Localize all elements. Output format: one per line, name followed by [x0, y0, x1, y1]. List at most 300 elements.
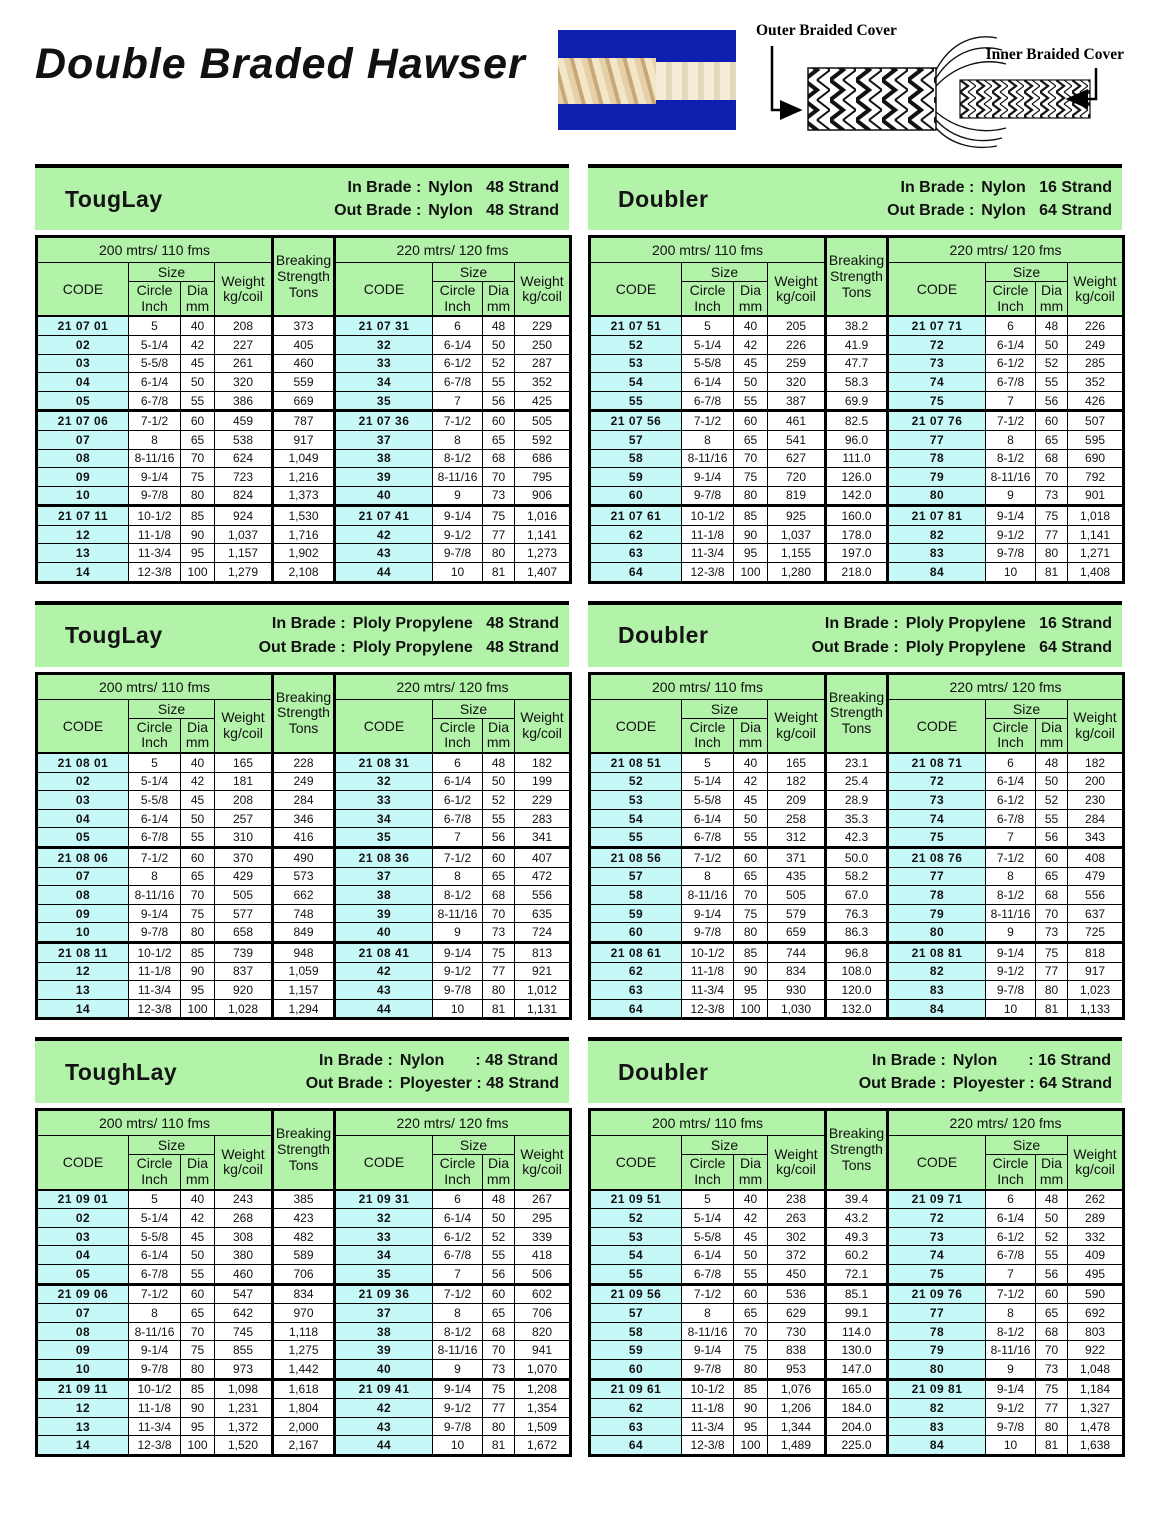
cell-breaking-strength: 39.4 — [826, 1190, 888, 1209]
col-header-circle-inch-left — [682, 718, 734, 753]
table-row — [590, 828, 1124, 848]
table-row — [590, 391, 1124, 411]
table-row — [37, 468, 571, 487]
cell-dia-mm-right: 60 — [1036, 1284, 1068, 1304]
cell-weight-left: 547 — [215, 1284, 273, 1304]
breaking-line: Strength — [830, 267, 883, 284]
table-row — [37, 1227, 571, 1246]
dia-line: mm — [185, 1170, 210, 1187]
table-row — [590, 316, 1124, 335]
cell-dia-mm-right: 52 — [483, 791, 515, 810]
out-brade-label: Out Brade : — [258, 638, 346, 656]
cell-code-right: 21 08 31 — [335, 753, 433, 772]
out-brade-label: Out Brade : — [811, 638, 899, 656]
cell-weight-left: 624 — [215, 449, 273, 468]
cell-weight-right: 556 — [1068, 886, 1124, 905]
col-header-weight-left — [215, 263, 273, 317]
cell-circle-inch-right: 9 — [433, 923, 483, 943]
dia-line: Dia — [739, 718, 761, 735]
cell-dia-mm-left: 75 — [734, 1341, 768, 1360]
cell-circle-inch-right: 8 — [986, 430, 1036, 449]
cell-circle-inch-right: 8 — [986, 1304, 1036, 1323]
col-header-dia-mm-right — [483, 1155, 515, 1190]
table-row — [37, 981, 571, 1000]
cell-circle-inch-left: 5-1/4 — [129, 1209, 181, 1228]
table-row — [37, 544, 571, 563]
cell-weight-right: 818 — [1068, 942, 1124, 962]
cell-circle-inch-left: 5-5/8 — [129, 791, 181, 810]
breaking-line: Tons — [841, 720, 872, 737]
cell-circle-inch-right: 9 — [986, 486, 1036, 506]
col-header-weight-left — [768, 263, 826, 317]
cell-code-left: 58 — [590, 1322, 682, 1341]
cell-code-left: 53 — [590, 1227, 682, 1246]
cell-code-left: 10 — [37, 1360, 129, 1380]
cell-weight-right: 200 — [1068, 772, 1124, 791]
cell-circle-inch-left: 6-7/8 — [682, 391, 734, 411]
cell-weight-right: 724 — [515, 923, 571, 943]
spec-table-2 — [588, 164, 1122, 584]
cell-breaking-strength: 1,049 — [273, 449, 335, 468]
breaking-line: Tons — [841, 1156, 872, 1173]
cell-breaking-strength: 126.0 — [826, 468, 888, 487]
cell-dia-mm-right: 68 — [483, 886, 515, 905]
cell-weight-right: 906 — [515, 486, 571, 506]
cell-weight-right: 507 — [1068, 411, 1124, 431]
cell-weight-left: 310 — [215, 828, 273, 848]
cell-circle-inch-left: 12-3/8 — [129, 999, 181, 1019]
cell-weight-left: 819 — [768, 486, 826, 506]
cell-circle-inch-left: 8-11/16 — [129, 886, 181, 905]
cell-breaking-strength: 490 — [273, 847, 335, 867]
braided-rope-sketch — [752, 20, 1124, 154]
cell-dia-mm-right: 75 — [1036, 1379, 1068, 1399]
cell-code-right: 43 — [335, 544, 433, 563]
cell-code-left: 10 — [37, 923, 129, 943]
col-group-right: 220 mtrs/ 120 fms — [335, 237, 571, 263]
cell-circle-inch-right: 9-7/8 — [433, 1417, 483, 1436]
out-brade-value: Ploly Propylene 64 Strand — [905, 638, 1112, 656]
circle-line: Inch — [444, 297, 471, 314]
circle-line: Circle — [992, 282, 1029, 298]
cell-circle-inch-left: 5-1/4 — [682, 772, 734, 791]
cell-code-right: 21 09 31 — [335, 1190, 433, 1209]
cell-code-left: 21 09 11 — [37, 1379, 129, 1399]
cell-code-left: 58 — [590, 449, 682, 468]
cell-breaking-strength: 284 — [273, 791, 335, 810]
cell-circle-inch-right: 8-11/16 — [986, 904, 1036, 923]
cell-breaking-strength: 111.0 — [826, 449, 888, 468]
cell-code-right: 73 — [888, 354, 986, 373]
table-row — [590, 1322, 1124, 1341]
cell-breaking-strength: 669 — [273, 391, 335, 411]
cell-weight-right: 339 — [515, 1227, 571, 1246]
cell-breaking-strength: 2,167 — [273, 1436, 335, 1456]
cell-weight-right: 284 — [1068, 809, 1124, 828]
cell-circle-inch-right: 10 — [433, 563, 483, 583]
cell-dia-mm-right: 56 — [1036, 828, 1068, 848]
cell-breaking-strength: 2,108 — [273, 563, 335, 583]
out-brade-label: Out Brade : — [334, 202, 422, 219]
cell-dia-mm-left: 40 — [181, 1190, 215, 1209]
dia-line: Dia — [1041, 718, 1063, 735]
table-row — [37, 525, 571, 544]
cell-dia-mm-left: 85 — [181, 942, 215, 962]
col-header-size-left: Size — [682, 699, 768, 718]
col-header-breaking-strength — [826, 237, 888, 317]
cell-weight-right: 637 — [1068, 904, 1124, 923]
cell-weight-right: 1,133 — [1068, 999, 1124, 1019]
col-group-left: 200 mtrs/ 110 fms — [590, 1110, 826, 1136]
cell-weight-right: 592 — [515, 430, 571, 449]
dia-line: mm — [486, 734, 511, 751]
circle-line: Circle — [136, 718, 173, 735]
cell-dia-mm-right: 80 — [1036, 544, 1068, 563]
cell-dia-mm-left: 95 — [734, 1417, 768, 1436]
out-brade-label: Out Brade : — [887, 202, 975, 219]
cell-circle-inch-right: 6 — [433, 753, 483, 772]
cell-code-left: 58 — [590, 886, 682, 905]
table-row — [37, 1246, 571, 1265]
cell-circle-inch-right: 9-7/8 — [986, 1417, 1036, 1436]
cell-circle-inch-right: 6 — [986, 753, 1036, 772]
cell-code-right: 21 08 81 — [888, 942, 986, 962]
cell-code-right: 34 — [335, 373, 433, 392]
cell-code-left: 53 — [590, 354, 682, 373]
spec-grid — [35, 235, 572, 584]
table-row — [590, 449, 1124, 468]
weight-line: Weight — [1073, 1145, 1117, 1162]
circle-line: Circle — [439, 1155, 476, 1172]
table-row — [590, 1379, 1124, 1399]
cell-weight-left: 538 — [215, 430, 273, 449]
cell-breaking-strength: 130.0 — [826, 1341, 888, 1360]
cell-dia-mm-right: 73 — [1036, 1360, 1068, 1380]
spec-table-6 — [588, 1037, 1122, 1457]
brade-info — [887, 176, 1112, 222]
cell-code-right: 75 — [888, 1265, 986, 1285]
table-row — [590, 468, 1124, 487]
cell-dia-mm-left: 90 — [181, 1399, 215, 1418]
cell-weight-left: 1,028 — [215, 999, 273, 1019]
col-header-dia-mm-right — [1036, 1155, 1068, 1190]
cell-circle-inch-left: 6-7/8 — [129, 391, 181, 411]
cell-circle-inch-right: 6-1/4 — [433, 772, 483, 791]
cell-code-left: 03 — [37, 1227, 129, 1246]
out-brade-label: Out Brade : — [305, 1075, 393, 1093]
cell-dia-mm-left: 75 — [181, 1341, 215, 1360]
brade-info — [812, 612, 1112, 658]
col-header-weight-right — [515, 1136, 571, 1190]
table-row — [37, 1436, 571, 1456]
dia-line: mm — [185, 297, 210, 314]
cell-breaking-strength: 970 — [273, 1304, 335, 1323]
cell-code-left: 21 07 61 — [590, 506, 682, 526]
col-header-code-right: CODE — [335, 699, 433, 753]
table-row — [590, 1284, 1124, 1304]
inner-braided-cover-label: Inner Braided Cover — [985, 46, 1124, 63]
cell-dia-mm-right: 50 — [1036, 1209, 1068, 1228]
cell-code-left: 52 — [590, 335, 682, 354]
cell-circle-inch-left: 11-1/8 — [682, 962, 734, 981]
cell-circle-inch-left: 9-7/8 — [682, 486, 734, 506]
cell-dia-mm-right: 81 — [483, 999, 515, 1019]
dia-line: Dia — [739, 1155, 761, 1172]
col-header-code-right: CODE — [888, 263, 986, 317]
col-header-weight-right — [1068, 263, 1124, 317]
cell-weight-right: 249 — [1068, 335, 1124, 354]
cell-weight-left: 973 — [215, 1360, 273, 1380]
cell-code-left: 59 — [590, 904, 682, 923]
cell-circle-inch-left: 5 — [129, 753, 181, 772]
cell-circle-inch-left: 11-3/4 — [682, 981, 734, 1000]
cell-code-right: 37 — [335, 430, 433, 449]
breaking-line: Tons — [288, 720, 319, 737]
cell-dia-mm-left: 100 — [734, 1436, 768, 1456]
brade-info — [334, 176, 559, 222]
cell-breaking-strength: 86.3 — [826, 923, 888, 943]
cell-code-right: 32 — [335, 1209, 433, 1228]
col-header-code-right: CODE — [888, 1136, 986, 1190]
table-row — [590, 411, 1124, 431]
circle-line: Circle — [689, 282, 726, 298]
cell-code-right: 39 — [335, 904, 433, 923]
cell-dia-mm-left: 42 — [181, 772, 215, 791]
cell-breaking-strength: 228 — [273, 753, 335, 772]
cell-circle-inch-left: 11-1/8 — [129, 962, 181, 981]
cell-code-right: 77 — [888, 1304, 986, 1323]
col-group-right: 220 mtrs/ 120 fms — [335, 673, 571, 699]
cell-weight-right: 1,048 — [1068, 1360, 1124, 1380]
cell-code-left: 21 07 06 — [37, 411, 129, 431]
cell-weight-right: 505 — [515, 411, 571, 431]
cell-dia-mm-left: 100 — [181, 563, 215, 583]
cell-weight-right: 229 — [515, 791, 571, 810]
cell-circle-inch-right: 9-7/8 — [433, 544, 483, 563]
cell-weight-right: 229 — [515, 316, 571, 335]
table-row — [37, 449, 571, 468]
cell-code-right: 21 09 41 — [335, 1379, 433, 1399]
cell-weight-right: 285 — [1068, 354, 1124, 373]
cell-code-right: 74 — [888, 373, 986, 392]
table-row — [590, 1304, 1124, 1323]
cell-circle-inch-left: 9-7/8 — [129, 923, 181, 943]
cell-weight-right: 595 — [1068, 430, 1124, 449]
cell-circle-inch-right: 7 — [986, 391, 1036, 411]
cell-circle-inch-left: 12-3/8 — [682, 563, 734, 583]
cell-circle-inch-left: 5-1/4 — [129, 335, 181, 354]
cell-circle-inch-right: 8-1/2 — [986, 449, 1036, 468]
table-row — [37, 999, 571, 1019]
in-brade-label: In Brade : — [347, 178, 422, 196]
col-group-left: 200 mtrs/ 110 fms — [37, 1110, 273, 1136]
cell-code-left: 21 07 51 — [590, 316, 682, 335]
cell-circle-inch-left: 6-1/4 — [129, 809, 181, 828]
brade-info — [859, 1049, 1112, 1095]
cell-weight-left: 429 — [215, 867, 273, 886]
cell-weight-right: 418 — [515, 1246, 571, 1265]
breaking-line: Breaking — [828, 252, 885, 269]
cell-weight-right: 1,141 — [1068, 525, 1124, 544]
weight-line: kg/coil — [1075, 724, 1115, 741]
out-brade-value: Nylon 64 Strand — [981, 202, 1112, 219]
table-title-band — [588, 1037, 1122, 1103]
cell-code-left: 21 07 01 — [37, 316, 129, 335]
circle-line: Inch — [444, 1170, 471, 1187]
cell-circle-inch-right: 8-11/16 — [433, 468, 483, 487]
cell-circle-inch-left: 9-1/4 — [682, 468, 734, 487]
cell-code-right: 34 — [335, 809, 433, 828]
cell-weight-right: 1,509 — [515, 1417, 571, 1436]
weight-line: kg/coil — [522, 1161, 562, 1178]
cell-dia-mm-left: 50 — [734, 373, 768, 392]
table-row — [37, 1209, 571, 1228]
cell-circle-inch-right: 6-7/8 — [986, 1246, 1036, 1265]
cell-weight-right: 409 — [1068, 1246, 1124, 1265]
cell-circle-inch-right: 10 — [986, 1436, 1036, 1456]
cell-weight-left: 536 — [768, 1284, 826, 1304]
col-header-dia-mm-left — [181, 282, 215, 317]
circle-line: Circle — [439, 718, 476, 735]
cell-dia-mm-left: 80 — [181, 486, 215, 506]
cell-circle-inch-left: 8-11/16 — [129, 1322, 181, 1341]
table-row — [590, 942, 1124, 962]
cell-weight-right: 725 — [1068, 923, 1124, 943]
cell-code-left: 60 — [590, 1360, 682, 1380]
col-group-right: 220 mtrs/ 120 fms — [888, 673, 1124, 699]
cell-dia-mm-right: 65 — [483, 867, 515, 886]
cell-weight-left: 642 — [215, 1304, 273, 1323]
cell-weight-right: 1,131 — [515, 999, 571, 1019]
cell-circle-inch-left: 10-1/2 — [129, 1379, 181, 1399]
cell-circle-inch-left: 8-11/16 — [682, 449, 734, 468]
table-row — [37, 1399, 571, 1418]
table-row — [590, 772, 1124, 791]
cell-circle-inch-left: 9-1/4 — [682, 1341, 734, 1360]
weight-line: kg/coil — [223, 1161, 263, 1178]
cell-dia-mm-right: 48 — [483, 1190, 515, 1209]
cell-weight-left: 209 — [768, 791, 826, 810]
cell-circle-inch-right: 9-1/4 — [433, 942, 483, 962]
cell-circle-inch-right: 9 — [986, 1360, 1036, 1380]
out-brade-value: Ploly Propylene 48 Strand — [352, 638, 559, 656]
cell-code-right: 38 — [335, 1322, 433, 1341]
cell-dia-mm-right: 70 — [483, 1341, 515, 1360]
cell-dia-mm-right: 56 — [483, 1265, 515, 1285]
cell-code-right: 79 — [888, 468, 986, 487]
cell-dia-mm-right: 55 — [483, 1246, 515, 1265]
cell-circle-inch-left: 5-1/4 — [682, 335, 734, 354]
cell-weight-right: 1,407 — [515, 563, 571, 583]
cell-code-left: 02 — [37, 335, 129, 354]
cell-circle-inch-right: 6-1/2 — [986, 354, 1036, 373]
cell-breaking-strength: 114.0 — [826, 1322, 888, 1341]
table-head — [37, 1110, 571, 1190]
cell-circle-inch-left: 5-5/8 — [682, 791, 734, 810]
breaking-line: Tons — [841, 283, 872, 300]
cell-weight-left: 459 — [215, 411, 273, 431]
dia-line: mm — [738, 734, 763, 751]
cell-breaking-strength: 416 — [273, 828, 335, 848]
cell-code-left: 08 — [37, 449, 129, 468]
cell-weight-right: 921 — [515, 962, 571, 981]
cell-code-left: 14 — [37, 563, 129, 583]
cell-code-right: 82 — [888, 525, 986, 544]
cell-code-right: 43 — [335, 1417, 433, 1436]
circle-line: Circle — [992, 1155, 1029, 1172]
col-header-size-right: Size — [986, 1136, 1068, 1155]
cell-dia-mm-left: 65 — [734, 430, 768, 449]
cell-circle-inch-right: 9-1/4 — [986, 506, 1036, 526]
table-row — [590, 486, 1124, 506]
cell-dia-mm-left: 80 — [734, 486, 768, 506]
cell-code-right: 79 — [888, 1341, 986, 1360]
cell-breaking-strength: 1,294 — [273, 999, 335, 1019]
cell-dia-mm-left: 75 — [734, 468, 768, 487]
cell-breaking-strength: 41.9 — [826, 335, 888, 354]
cell-code-right: 40 — [335, 923, 433, 943]
circle-line: Circle — [136, 1155, 173, 1172]
weight-line: kg/coil — [223, 724, 263, 741]
cell-circle-inch-left: 6-7/8 — [129, 828, 181, 848]
cell-code-right: 79 — [888, 904, 986, 923]
cell-dia-mm-right: 77 — [483, 1399, 515, 1418]
cell-weight-left: 268 — [215, 1209, 273, 1228]
cell-weight-right: 352 — [515, 373, 571, 392]
cell-circle-inch-right: 9-1/2 — [433, 525, 483, 544]
cell-circle-inch-left: 10-1/2 — [129, 942, 181, 962]
cell-circle-inch-right: 8-1/2 — [433, 1322, 483, 1341]
cell-dia-mm-right: 50 — [483, 1209, 515, 1228]
spec-table-3 — [35, 601, 569, 1021]
circle-line: Circle — [992, 718, 1029, 735]
cell-code-left: 64 — [590, 1436, 682, 1456]
cell-weight-right: 813 — [515, 942, 571, 962]
cell-circle-inch-left: 11-3/4 — [129, 981, 181, 1000]
cell-code-left: 63 — [590, 544, 682, 563]
cell-breaking-strength: 23.1 — [826, 753, 888, 772]
rope-photo-cover — [656, 62, 736, 100]
table-row — [590, 923, 1124, 943]
cell-weight-right: 287 — [515, 354, 571, 373]
cell-weight-left: 1,231 — [215, 1399, 273, 1418]
cell-dia-mm-right: 70 — [1036, 904, 1068, 923]
cell-circle-inch-left: 11-3/4 — [129, 544, 181, 563]
cell-code-left: 21 07 56 — [590, 411, 682, 431]
cell-dia-mm-right: 81 — [1036, 563, 1068, 583]
cell-weight-left: 505 — [768, 886, 826, 905]
cell-code-left: 03 — [37, 791, 129, 810]
cell-weight-left: 838 — [768, 1341, 826, 1360]
cell-dia-mm-left: 45 — [734, 1227, 768, 1246]
cell-circle-inch-right: 8-11/16 — [433, 904, 483, 923]
cell-breaking-strength: 1,118 — [273, 1322, 335, 1341]
cell-dia-mm-right: 70 — [1036, 1341, 1068, 1360]
col-header-circle-inch-right — [433, 718, 483, 753]
circle-line: Inch — [997, 1170, 1024, 1187]
product-name: ToughLay — [65, 1058, 178, 1085]
dia-line: Dia — [1041, 1155, 1063, 1172]
cell-code-right: 80 — [888, 923, 986, 943]
cell-code-right: 44 — [335, 563, 433, 583]
cell-weight-right: 795 — [515, 468, 571, 487]
dia-line: Dia — [488, 282, 510, 298]
cell-code-right: 75 — [888, 828, 986, 848]
page-header — [0, 6, 1152, 158]
cell-circle-inch-left: 7-1/2 — [682, 1284, 734, 1304]
cell-dia-mm-right: 56 — [1036, 1265, 1068, 1285]
cell-dia-mm-right: 50 — [483, 335, 515, 354]
